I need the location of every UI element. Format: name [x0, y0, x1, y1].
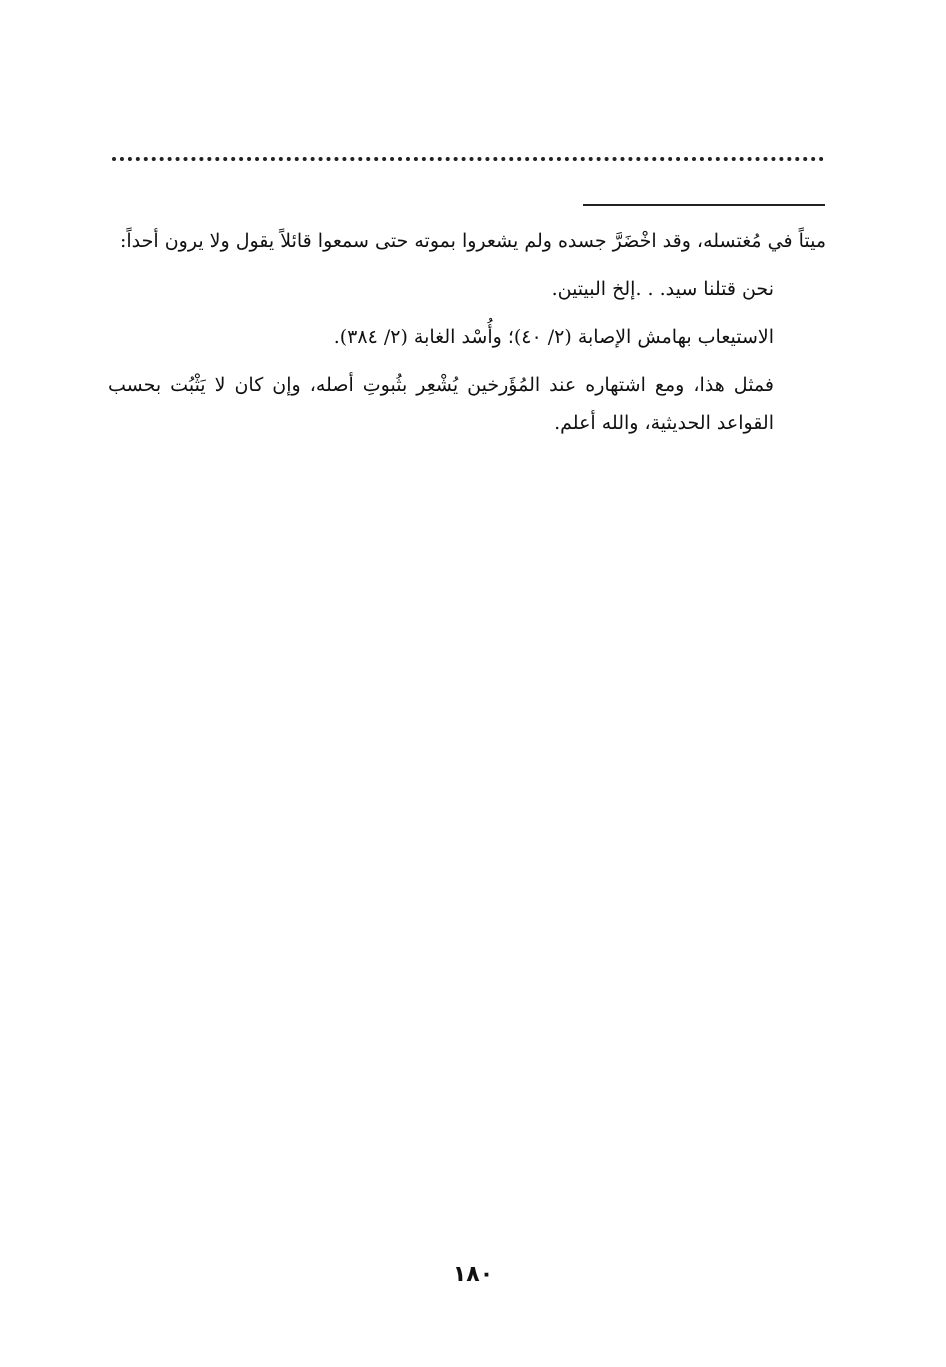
- dotted-separator: [112, 157, 824, 161]
- footnote-reference: الاستيعاب بهامش الإصابة (٢/ ٤٠)؛ وأُسْد الغابة (٢/ ٣٨٤).: [333, 326, 774, 348]
- footnote-paragraph-2: فمثل هذا، ومع اشتهاره عند المُؤَرخين يُشْعِر بثُبوتِ أصله، وإن كان لا يَثْبُت بحسب القواعد الحديثية، والله أعلم.: [108, 374, 774, 434]
- page-number: ١٨٠: [452, 1262, 494, 1287]
- footnote-rule: [583, 204, 825, 206]
- footnote-verse: نحن قتلنا سيد. . .إلخ البيتين.: [551, 278, 774, 300]
- footnotes-block: [108, 222, 826, 442]
- footnote-paragraph-1: ميتاً في مُغتسله، وقد اخْضَرَّ جسده ولم يشعروا بموته حتى سمعوا قائلاً يقول ولا يرون أحداً:: [119, 230, 826, 252]
